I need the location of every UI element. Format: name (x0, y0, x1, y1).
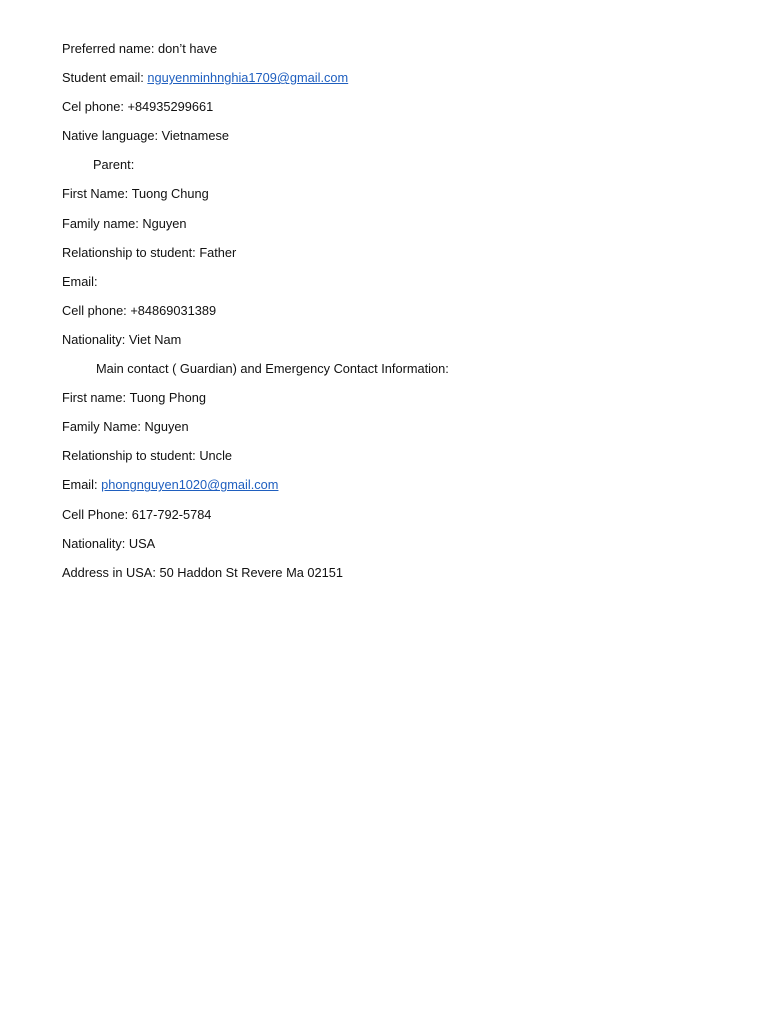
guardian-nationality-value: USA (128, 535, 156, 551)
parent-first-name-value: Tuong Chung (131, 186, 209, 202)
guardian-nationality-line (62, 535, 722, 564)
parent-first-name-label: First Name: (62, 186, 129, 202)
preferred-name-line (62, 40, 722, 69)
parent-first-name-line (62, 185, 722, 214)
parent-relationship-label: Relationship to student: (62, 244, 196, 260)
guardian-address-label: Address in USA: (62, 564, 156, 580)
guardian-family-name-line (62, 418, 722, 447)
parent-cell-phone-line (62, 302, 722, 331)
parent-nationality-value: Viet Nam (128, 331, 182, 347)
guardian-family-name-label: Family Name: (62, 419, 141, 435)
student-email-label: Student email: (62, 70, 144, 86)
guardian-address-line (62, 564, 722, 593)
student-email-line (62, 69, 722, 98)
parent-email-line (62, 273, 722, 302)
parent-email-label: Email: (62, 273, 98, 289)
parent-cell-phone-value: +84869031389 (130, 302, 217, 318)
parent-family-name-value: Nguyen (142, 215, 187, 231)
student-phone-line (62, 98, 722, 127)
guardian-first-name-value: Tuong Phong (129, 390, 206, 406)
parent-family-name-line (62, 215, 722, 244)
guardian-relationship-line (62, 447, 722, 476)
guardian-cell-phone-value: 617-792-5784 (131, 506, 212, 522)
guardian-nationality-label: Nationality: (62, 535, 126, 551)
guardian-relationship-label: Relationship to student: (62, 448, 196, 464)
native-language-label: Native language: (62, 128, 159, 144)
guardian-heading-text: Main contact ( Guardian) and Emergency Contact Information: (96, 361, 449, 377)
guardian-cell-phone-line (62, 506, 722, 535)
parent-family-name-label: Family name: (62, 215, 139, 231)
parent-relationship-value: Father (199, 244, 237, 260)
parent-relationship-line (62, 244, 722, 273)
document-body (62, 40, 722, 593)
guardian-address-value: 50 Haddon St Revere Ma 02151 (159, 564, 343, 580)
preferred-name-value: don’t have (158, 41, 218, 56)
guardian-email-link[interactable]: phongnguyen1020@gmail.com (101, 477, 279, 493)
parent-nationality-label: Nationality: (62, 331, 126, 347)
native-language-line (62, 127, 722, 156)
preferred-name-label: Preferred name: (62, 41, 155, 56)
guardian-relationship-value: Uncle (199, 448, 233, 464)
guardian-family-name-value: Nguyen (144, 419, 189, 435)
guardian-first-name-label: First name: (62, 390, 126, 406)
guardian-email-label: Email: (62, 477, 98, 493)
native-language-value: Vietnamese (161, 128, 229, 144)
parent-nationality-line (62, 331, 722, 360)
student-phone-value: +84935299661 (127, 99, 214, 115)
guardian-first-name-line (62, 389, 722, 418)
parent-heading-text: Parent: (93, 157, 135, 173)
student-email-link[interactable]: nguyenminhnghia1709@gmail.com (147, 70, 349, 86)
guardian-email-line (62, 476, 722, 505)
parent-heading (62, 156, 722, 185)
parent-cell-phone-label: Cell phone: (62, 302, 127, 318)
guardian-heading (62, 360, 722, 389)
guardian-cell-phone-label: Cell Phone: (62, 506, 129, 522)
student-phone-label: Cel phone: (62, 99, 124, 115)
